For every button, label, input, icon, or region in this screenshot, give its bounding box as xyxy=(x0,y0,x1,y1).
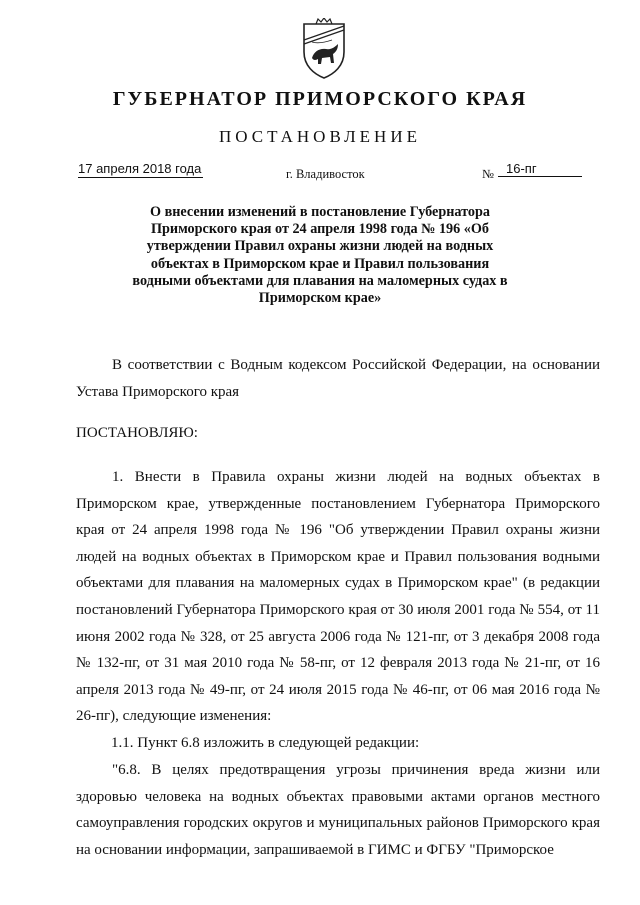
document-date: 17 апреля 2018 года xyxy=(78,161,202,176)
document-title: О внесении изменений в постановление Губернатора Приморского края от 24 апреля 1998 года № 196 «Об утверждении Правил охраны жизни людей на водных объектах в Приморском крае и Правил пользования водными объектами для плавания на маломерных судах в Приморском крае» xyxy=(132,204,508,307)
issuer-title: ГУБЕРНАТОР ПРИМОРСКОГО КРАЯ xyxy=(112,88,528,110)
preamble-paragraph: В соответствии с Водным кодексом Российской Федерации, на основании Устава Приморского края xyxy=(76,357,600,400)
document-type: ПОСТАНОВЛЕНИЕ xyxy=(218,127,421,146)
document-city: г. Владивосток xyxy=(286,167,365,181)
clause-1-paragraph: 1. Внести в Правила охраны жизни людей на водных объектах в Приморском крае, утвержденные постановлением Губернатора Приморского края от 24 апреля 1998 года № 196 "Об утверждении Правил охраны жизни людей на водных объектах в Приморском крае и Правил пользования водными объектами для плавания на маломерных судах в Приморском крае" (в редакции постановлений Губернатора Приморского края от 30 июля 2001 года № 554, от 11 июня 2002 года № 328, от 25 августа 2006 года № 121-пг, от 3 декабря 2008 года № 132-пг, от 31 мая 2010 года № 58-пг, от 12 февраля 2013 года № 21-пг, от 16 апреля 2013 года № 49-пг, от 24 июля 2015 года № 46-пг, от 06 мая 2016 года № 26-пг), следующие изменения: xyxy=(76,469,600,725)
document-number: 16-пг xyxy=(498,161,582,177)
clause-6-8-paragraph: "6.8. В целях предотвращения угрозы причинения вреда жизни или здоровью человека на водных объектах правовыми актами органов местного самоуправления городских округов и муниципальных районов Приморского края на основании информации, запрашиваемой в ГИМС и ФГБУ "Приморское xyxy=(76,762,600,858)
number-sign: № xyxy=(482,167,494,181)
resolve-heading: ПОСТАНОВЛЯЮ: xyxy=(76,425,198,441)
coat-of-arms-icon xyxy=(298,18,350,82)
clause-1-1-paragraph: 1.1. Пункт 6.8 изложить в следующей редакции: xyxy=(111,735,420,751)
